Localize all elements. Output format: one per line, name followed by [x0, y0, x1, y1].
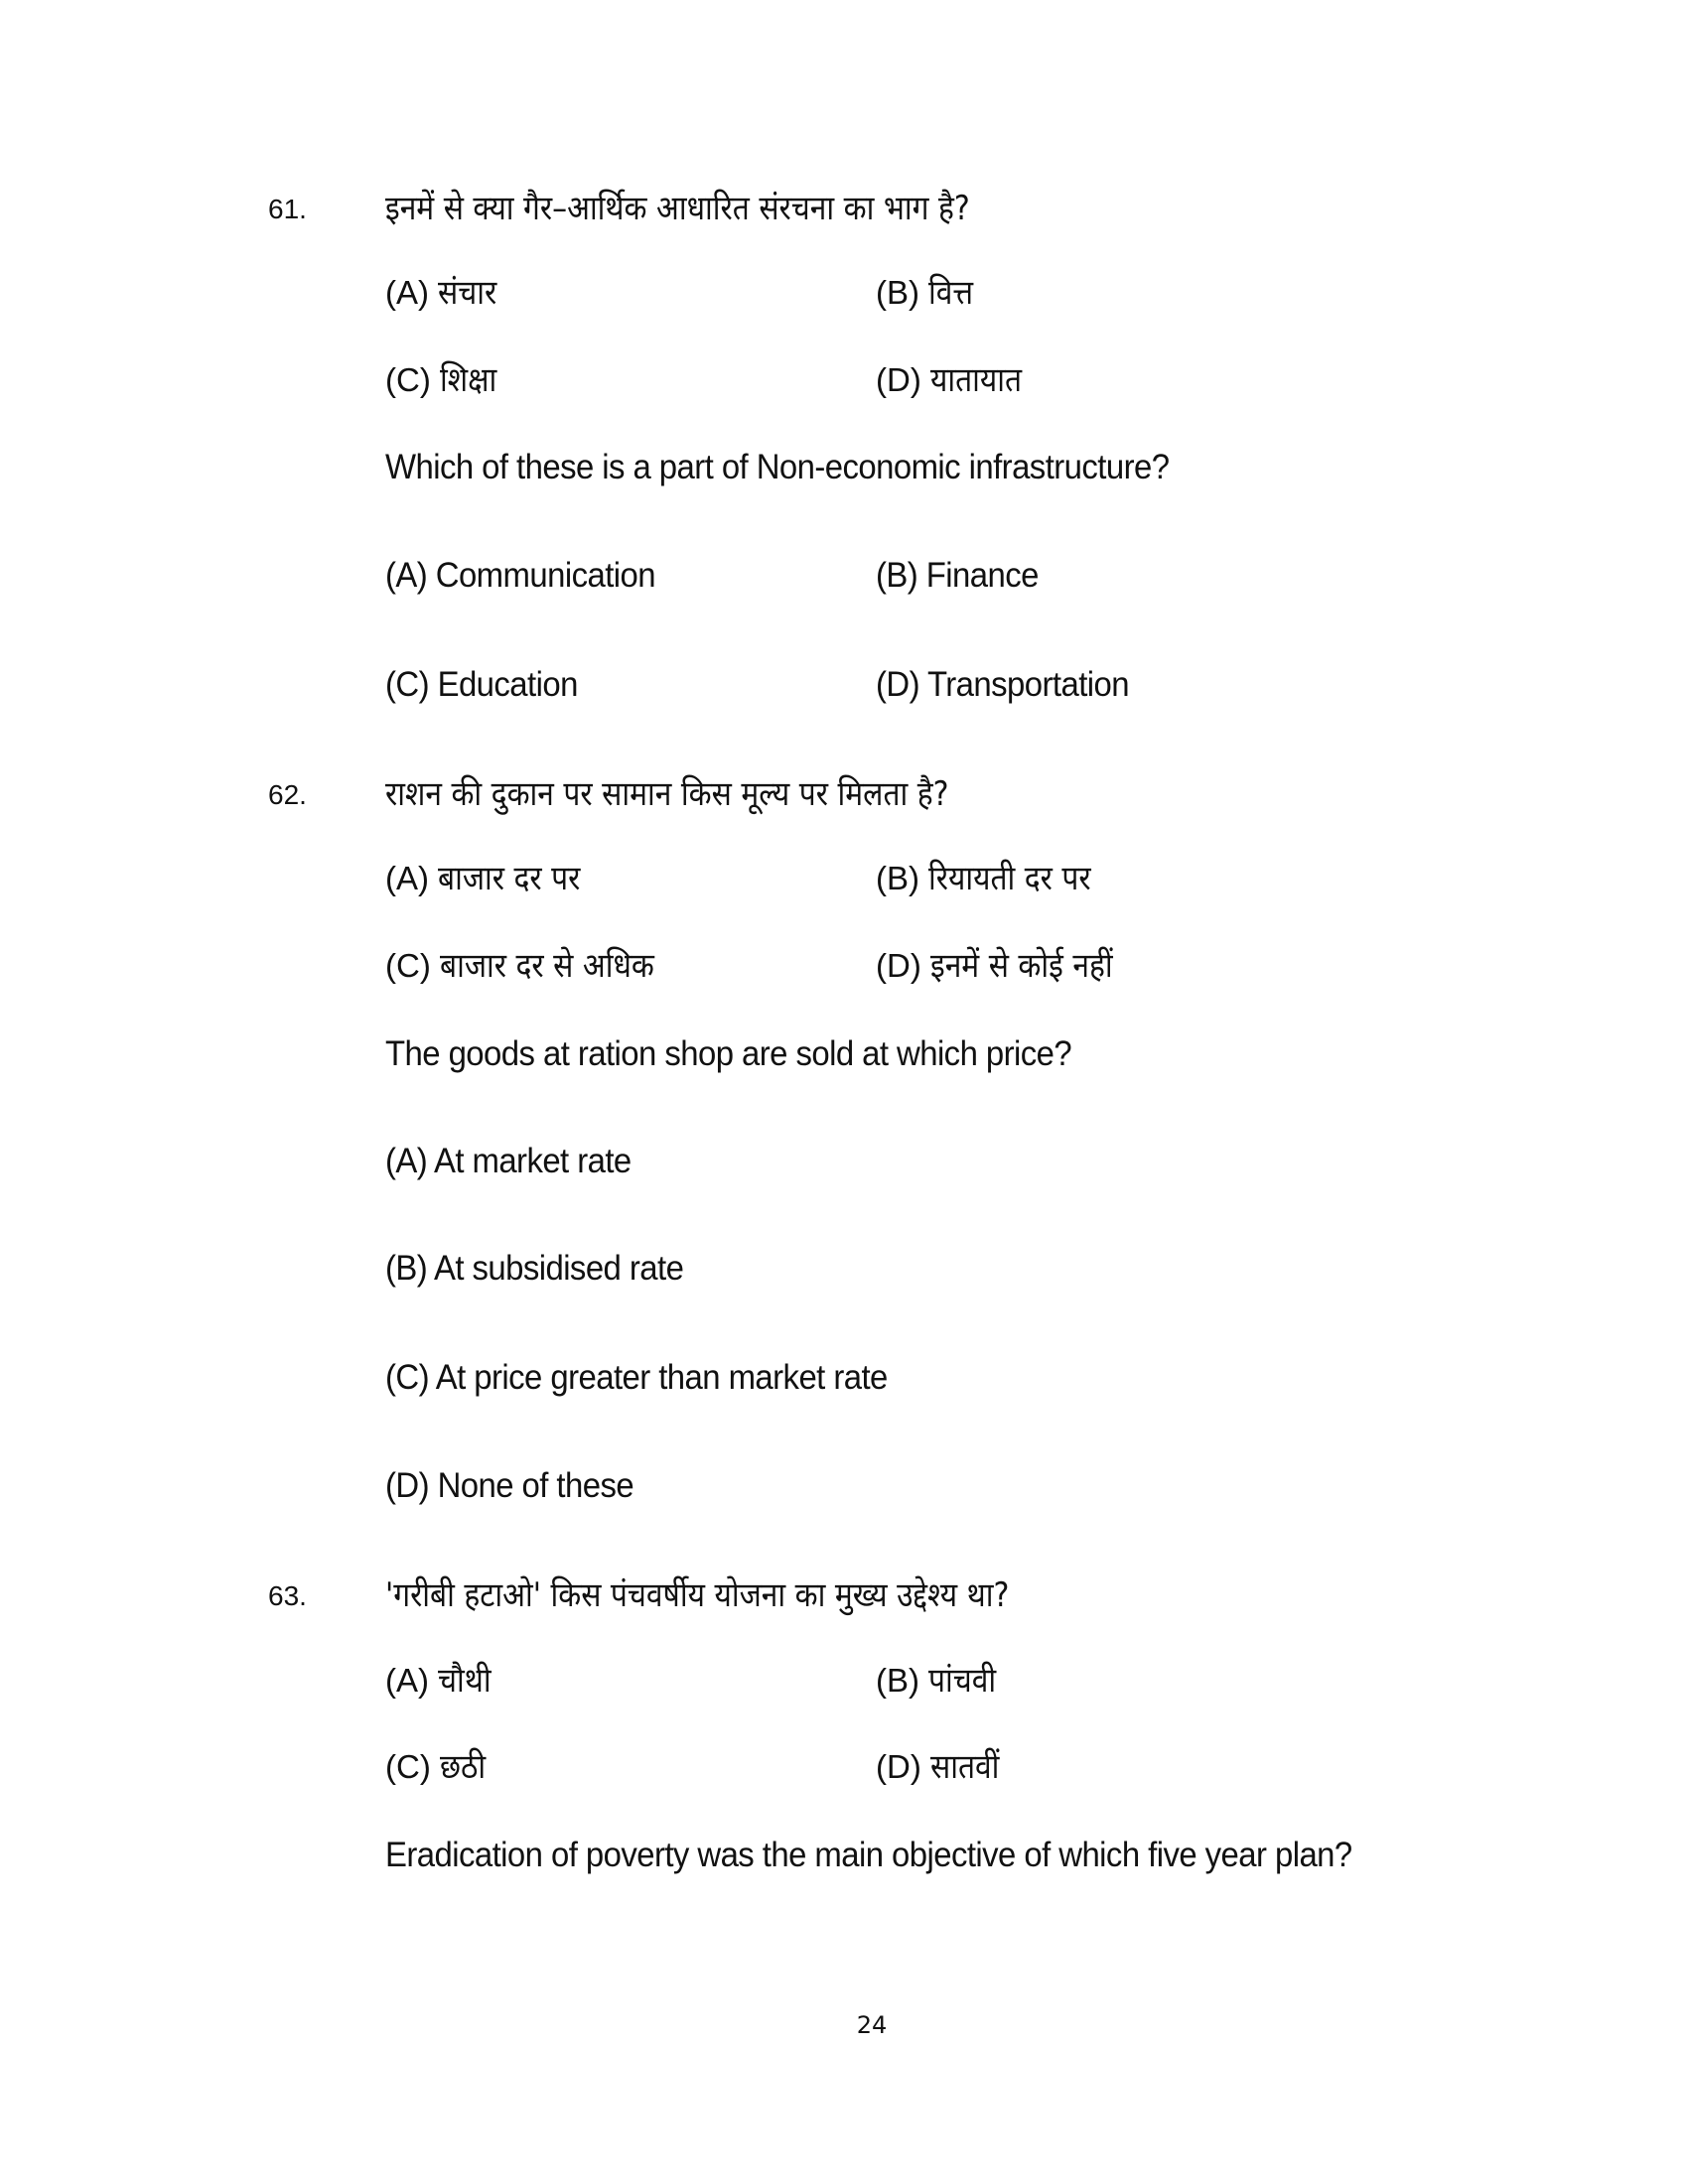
option-text: वित्त [928, 273, 974, 313]
option-text: At subsidised rate [433, 1249, 684, 1288]
option-c-english [385, 1358, 888, 1398]
option-text: बाजार दर पर [438, 859, 581, 898]
option-label: (A) [385, 860, 429, 896]
option-c-hindi [385, 1747, 492, 1787]
page-number: 24 [856, 2011, 888, 2039]
option-b-english [385, 1249, 683, 1289]
option-text: Finance [925, 556, 1039, 595]
question-number: 62. [268, 779, 307, 810]
option-text: Transportation [926, 665, 1130, 704]
option-d-hindi [876, 360, 1035, 400]
option-label: (C) [385, 1358, 429, 1397]
option-label: (D) [876, 947, 921, 984]
question-text-english: Eradication of poverty was the main objective of which five year plan? [385, 1836, 1352, 1874]
option-text: रियायती दर पर [928, 859, 1091, 898]
question-text-hindi: इनमें से क्या गैर–आर्थिक आधारित संरचना का भाग है? [385, 189, 970, 228]
question-text-english: Which of these is a part of Non-economic infrastructure? [385, 448, 1170, 486]
option-label: (D) [876, 361, 921, 398]
option-text: संचार [438, 273, 497, 313]
option-text: Education [437, 665, 578, 704]
option-text: At market rate [433, 1142, 632, 1180]
option-c-english [385, 665, 578, 705]
option-label: (A) [385, 274, 429, 311]
option-label: (C) [385, 947, 431, 984]
option-text: None of these [437, 1466, 634, 1505]
option-label: (B) [876, 860, 919, 896]
option-text: बाजार दर से अधिक [439, 946, 654, 986]
option-a-english [385, 556, 655, 596]
question-text-hindi: राशन की दुकान पर सामान किस मूल्य पर मिलता है? [385, 774, 949, 814]
option-text: सातवीं [929, 1747, 1000, 1787]
option-a-hindi [385, 1661, 498, 1701]
option-label: (B) [385, 1249, 428, 1288]
option-d-english [876, 665, 1129, 705]
option-text: इनमें से कोई नहीं [929, 946, 1113, 986]
question-number: 63. [268, 1580, 307, 1611]
option-label: (C) [385, 1748, 431, 1785]
option-label: (D) [876, 1748, 921, 1785]
option-b-english [876, 556, 1039, 596]
option-a-english [385, 1142, 632, 1181]
option-text: Communication [435, 556, 655, 595]
option-a-hindi [385, 273, 504, 313]
option-c-hindi [385, 360, 504, 400]
option-d-english [385, 1466, 633, 1506]
question-text-english: The goods at ration shop are sold at which price? [385, 1034, 1072, 1073]
option-d-hindi [876, 1747, 1009, 1787]
option-text: पांचवी [928, 1661, 997, 1701]
question-text-hindi: 'गरीबी हटाओ' किस पंचवर्षीय योजना का मुख्य उद्देश्य था? [385, 1575, 1010, 1615]
option-b-hindi [876, 859, 1113, 898]
option-text: शिक्षा [439, 360, 497, 400]
option-label: (A) [385, 556, 428, 595]
option-b-hindi [876, 273, 979, 313]
option-label: (C) [385, 361, 431, 398]
option-label: (A) [385, 1142, 428, 1180]
question-number: 61. [268, 194, 307, 224]
option-label: (B) [876, 274, 919, 311]
option-c-hindi [385, 946, 683, 986]
option-label: (C) [385, 665, 429, 704]
option-label: (A) [385, 1662, 429, 1699]
option-a-hindi [385, 859, 600, 898]
option-label: (D) [385, 1466, 429, 1505]
option-text: At price greater than market rate [435, 1358, 888, 1397]
option-text: चौथी [438, 1661, 492, 1701]
option-text: छठी [439, 1747, 487, 1787]
option-text: यातायात [929, 360, 1023, 400]
option-label: (B) [876, 1662, 919, 1699]
option-b-hindi [876, 1661, 1006, 1701]
option-label: (D) [876, 665, 919, 704]
option-label: (B) [876, 556, 918, 595]
option-d-hindi [876, 946, 1138, 986]
